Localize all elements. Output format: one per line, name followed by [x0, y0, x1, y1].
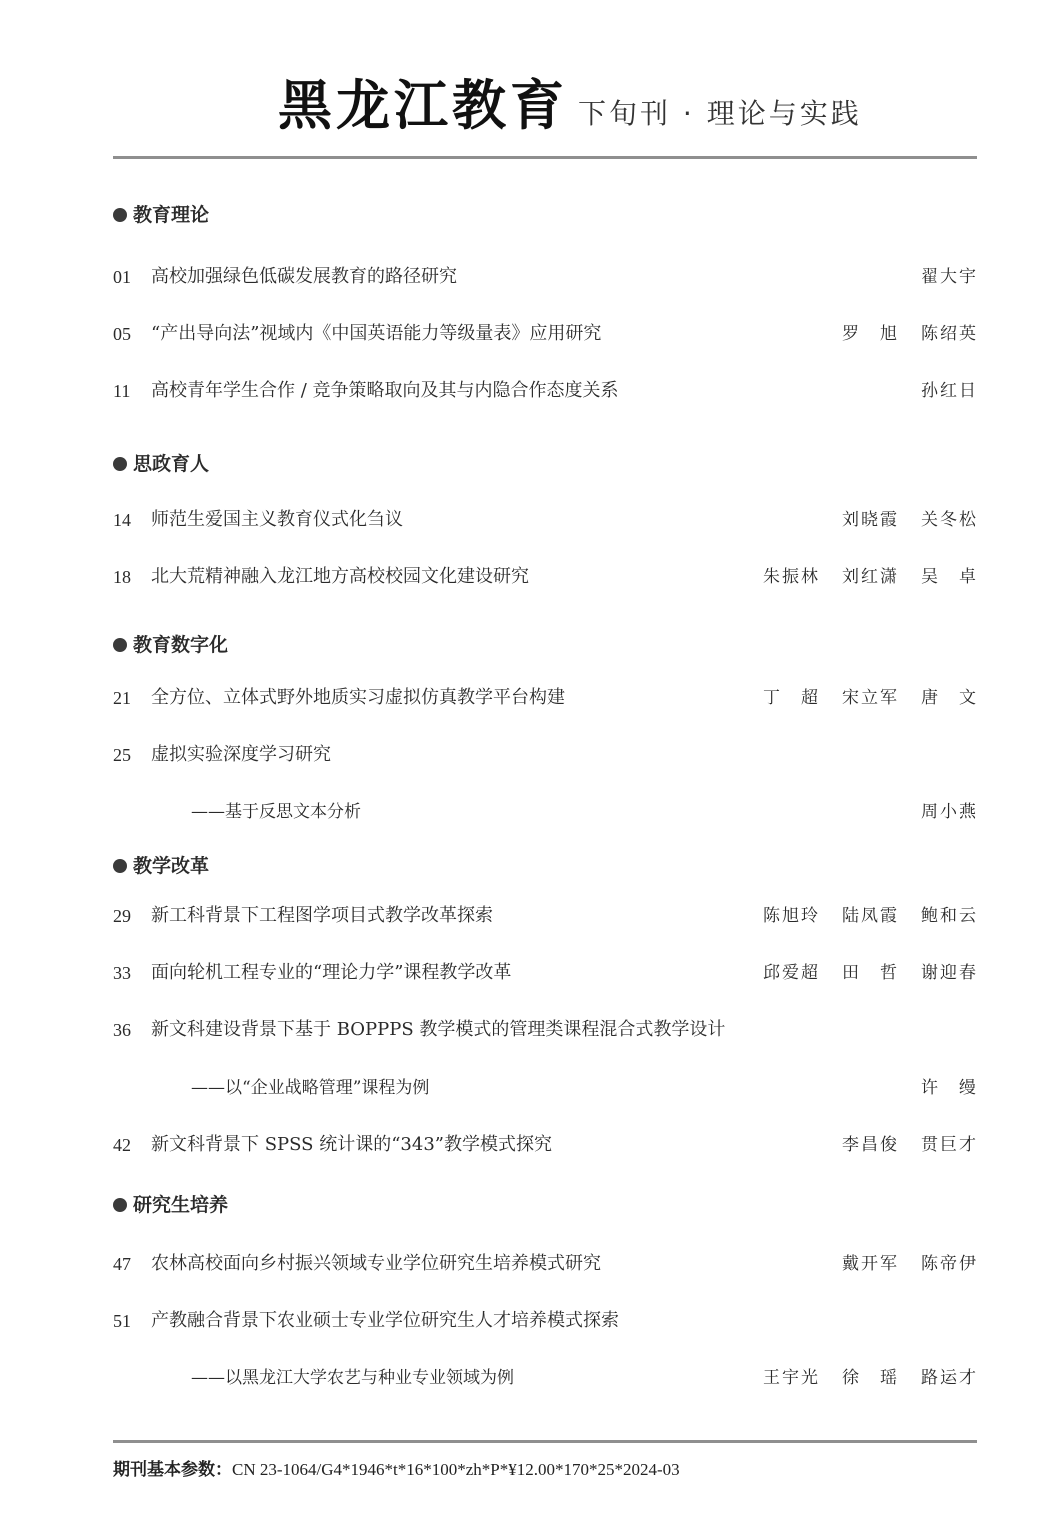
author-name: 刘红潇 — [842, 567, 898, 587]
author-name: 谢迎春 — [921, 963, 977, 983]
section-heading-text: 思政育人 — [133, 453, 210, 475]
bullet-icon — [113, 638, 127, 652]
page-number: 18 — [113, 567, 131, 587]
article-title: 高校青年学生合作 / 竞争策略取向及其与内隐合作态度关系 — [151, 380, 619, 401]
toc-entry[interactable] — [113, 378, 977, 404]
author-name: 田 哲 — [842, 963, 898, 983]
bullet-icon — [113, 1198, 127, 1212]
article-title: 面向轮机工程专业的“理论力学”课程教学改革 — [151, 962, 512, 983]
page-number: 11 — [113, 381, 131, 401]
author-name: 唐 文 — [921, 688, 977, 708]
author-name: 吴 卓 — [921, 567, 977, 587]
section-heading-text: 教育理论 — [133, 204, 210, 226]
toc-entry-subtitle[interactable] — [113, 799, 977, 825]
toc-entry[interactable] — [113, 1132, 977, 1158]
section-heading — [113, 633, 228, 657]
author-name: 孙红日 — [921, 381, 977, 401]
page-number: 01 — [113, 267, 131, 287]
toc-entry[interactable] — [113, 321, 977, 347]
author-name: 关冬松 — [921, 510, 977, 530]
page-number: 05 — [113, 324, 131, 344]
toc-entry[interactable] — [113, 564, 977, 590]
article-title: 全方位、立体式野外地质实习虚拟仿真教学平台构建 — [151, 687, 565, 708]
top-divider — [113, 156, 977, 159]
toc-entry[interactable] — [113, 903, 977, 929]
section-heading-text: 研究生培养 — [133, 1194, 229, 1216]
author-name: 徐 瑶 — [842, 1368, 898, 1388]
article-title: 师范生爱国主义教育仪式化刍议 — [151, 509, 403, 530]
journal-parameters — [113, 1458, 680, 1482]
page-number: 33 — [113, 963, 131, 983]
journal-subtitle: 下旬刊 · 理论与实践 — [578, 97, 862, 130]
toc-entry-subtitle[interactable] — [113, 1365, 977, 1391]
page-number: 47 — [113, 1254, 131, 1274]
author-name: 朱振林 — [763, 567, 819, 587]
toc-entry[interactable] — [113, 1017, 977, 1043]
section-heading — [113, 452, 209, 476]
page-number: 42 — [113, 1135, 131, 1155]
article-title: 北大荒精神融入龙江地方高校校园文化建设研究 — [151, 566, 529, 587]
author-name: 丁 超 — [763, 688, 819, 708]
page-number: 29 — [113, 906, 131, 926]
author-name: 贯巨才 — [921, 1135, 977, 1155]
page-number: 51 — [113, 1311, 131, 1331]
article-title: “产出导向法”视域内《中国英语能力等级量表》应用研究 — [151, 323, 602, 344]
toc-entry[interactable] — [113, 685, 977, 711]
toc-entry[interactable] — [113, 507, 977, 533]
page-number: 25 — [113, 745, 131, 765]
page-number: 14 — [113, 510, 131, 530]
section-heading-text: 教学改革 — [133, 855, 210, 877]
author-name: 陈帝伊 — [921, 1254, 977, 1274]
article-title: 虚拟实验深度学习研究 — [151, 744, 331, 765]
author-name: 王宇光 — [763, 1368, 819, 1388]
bullet-icon — [113, 859, 127, 873]
article-title: ——以“企业战略管理”课程为例 — [191, 1078, 430, 1098]
author-name: 陈绍英 — [921, 324, 977, 344]
author-name: 路运才 — [921, 1368, 977, 1388]
author-name: 罗 旭 — [842, 324, 898, 344]
article-title: 产教融合背景下农业硕士专业学位研究生人才培养模式探索 — [151, 1310, 619, 1331]
author-name: 宋立军 — [842, 688, 898, 708]
parameters-label: 期刊基本参数： — [113, 1460, 232, 1480]
toc-entry[interactable] — [113, 264, 977, 290]
author-name: 翟大宇 — [921, 267, 977, 287]
author-name: 刘晓霞 — [842, 510, 898, 530]
bullet-icon — [113, 457, 127, 471]
page-number: 36 — [113, 1020, 131, 1040]
bullet-icon — [113, 208, 127, 222]
article-title: ——以黑龙江大学农艺与种业专业领域为例 — [191, 1368, 514, 1388]
toc-entry-subtitle[interactable] — [113, 1075, 977, 1101]
toc-entry[interactable] — [113, 960, 977, 986]
author-name: 许 缦 — [921, 1078, 977, 1098]
article-title: 新工科背景下工程图学项目式教学改革探索 — [151, 905, 493, 926]
author-name: 李昌俊 — [842, 1135, 898, 1155]
author-name: 陆凤霞 — [842, 906, 898, 926]
page-number: 21 — [113, 688, 131, 708]
article-title: ——基于反思文本分析 — [191, 802, 361, 822]
toc-entry[interactable] — [113, 1308, 977, 1334]
article-title: 新文科背景下 SPSS 统计课的“343”教学模式探究 — [151, 1134, 552, 1155]
author-name: 邱爱超 — [763, 963, 819, 983]
parameters-value: CN 23-1064/G4*1946*t*16*100*zh*P*¥12.00*170*25*2024-03 — [232, 1460, 680, 1479]
article-title: 高校加强绿色低碳发展教育的路径研究 — [151, 266, 457, 287]
article-title: 新文科建设背景下基于 BOPPPS 教学模式的管理类课程混合式教学设计 — [151, 1019, 726, 1040]
article-title: 农林高校面向乡村振兴领域专业学位研究生培养模式研究 — [151, 1253, 601, 1274]
section-heading — [113, 1193, 228, 1217]
toc-entry[interactable] — [113, 1251, 977, 1277]
journal-title: 黑龙江教育 — [278, 73, 568, 137]
toc-entry[interactable] — [113, 742, 977, 768]
author-name: 陈旭玲 — [763, 906, 819, 926]
author-name: 戴开军 — [842, 1254, 898, 1274]
author-name: 周小燕 — [921, 802, 977, 822]
section-heading-text: 教育数字化 — [133, 634, 229, 656]
author-name: 鲍和云 — [921, 906, 977, 926]
section-heading — [113, 203, 209, 227]
bottom-divider — [113, 1440, 977, 1443]
section-heading — [113, 854, 209, 878]
